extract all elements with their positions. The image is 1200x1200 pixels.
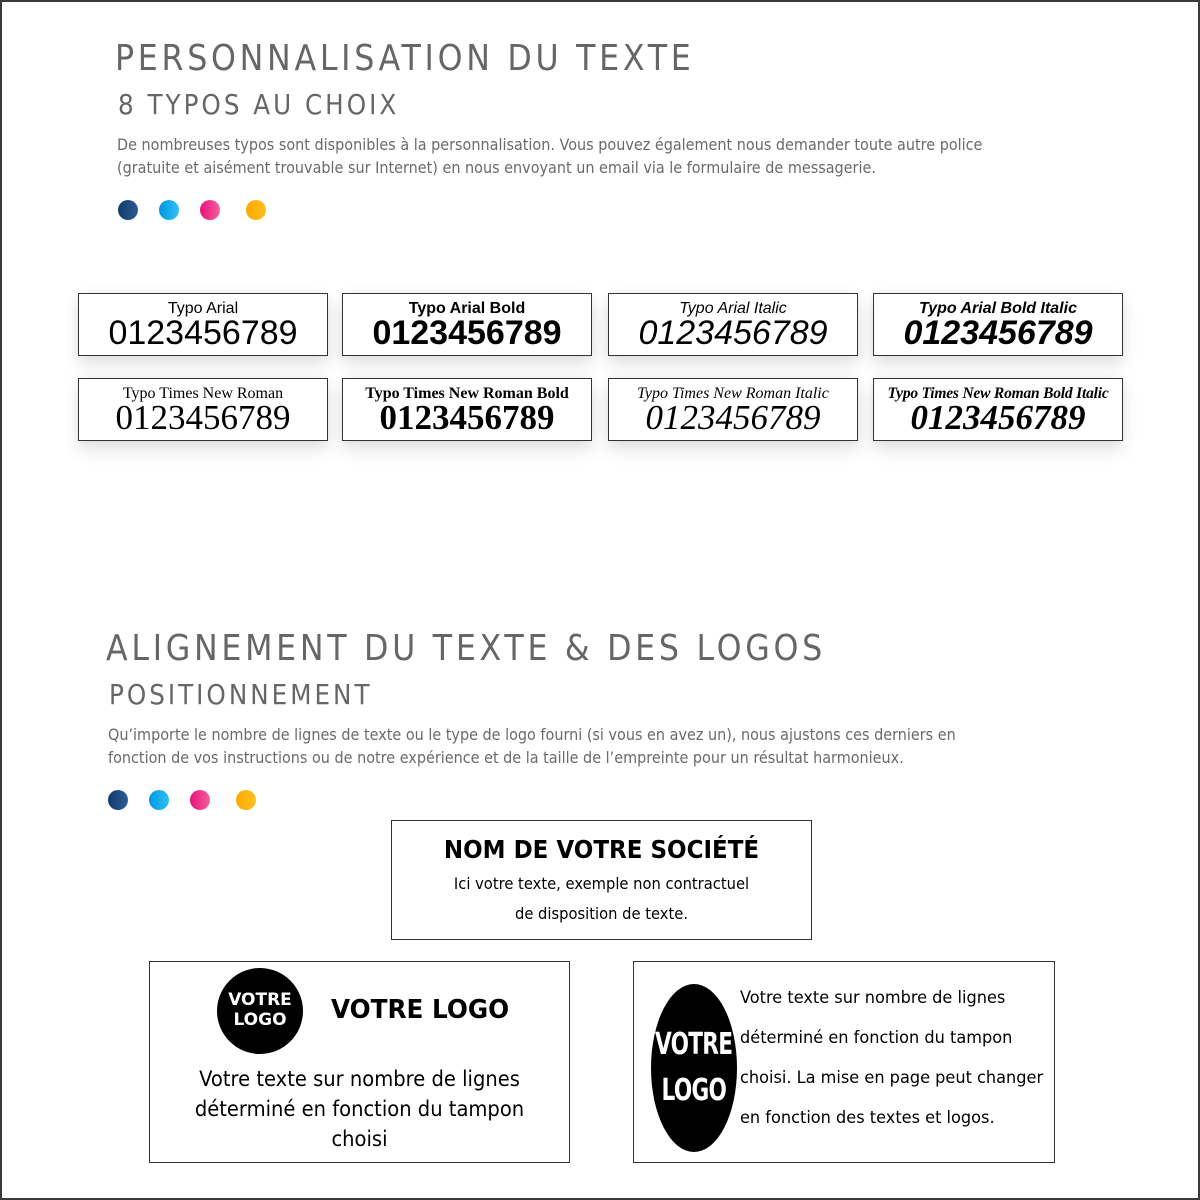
font-sample-label: Typo Times New Roman Bold Italic — [887, 385, 1109, 402]
font-sample-label: Typo Arial — [167, 300, 239, 317]
color-dot-magenta — [200, 200, 220, 220]
stamp-example-text — [391, 820, 812, 940]
section2-description-line: fonction de vos instructions ou de notre expérience et de la taille de l’empreinte pour un résultat harmonieux. — [108, 748, 904, 767]
stamp-text-line: déterminé en fonction du tampon — [194, 1097, 525, 1121]
color-dot-cyan — [159, 200, 179, 220]
logo-text-line: VOTRE — [655, 1027, 733, 1062]
stamp-text-line: en fonction des textes et logos. — [740, 1108, 995, 1128]
font-sample-digits: 0123456789 — [645, 398, 821, 437]
stamp-example-logo-top — [149, 961, 570, 1163]
color-dot-dark-blue — [108, 790, 128, 810]
font-sample-digits: 0123456789 — [910, 398, 1086, 437]
color-dot-orange — [236, 790, 256, 810]
font-sample-digits: 0123456789 — [638, 314, 828, 352]
font-sample-digits: 0123456789 — [903, 314, 1093, 352]
stamp-text-line: Ici votre texte, exemple non contractuel — [453, 874, 750, 893]
font-sample-times-bold-italic — [873, 378, 1123, 441]
stamp-centered-text — [165, 1064, 555, 1154]
font-sample-label: Typo Times New Roman Bold — [365, 385, 569, 402]
section2-description-line: Qu’importe le nombre de lignes de texte ou le type de logo fourni (si vous en avez un), nous ajustons ces derniers en — [108, 725, 956, 744]
logo-text-line: VOTRE — [228, 990, 292, 1011]
stamp-example-logo-left — [633, 961, 1055, 1163]
section1-description — [117, 133, 982, 179]
font-sample-label: Typo Arial Italic — [679, 300, 787, 317]
section1-description-line: De nombreuses typos sont disponibles à la personnalisation. Vous pouvez également nous demander toute autre police — [117, 135, 983, 154]
stamp-right-text — [740, 984, 1059, 1138]
stamp-logo-title: VOTRE LOGO — [331, 995, 510, 1025]
font-sample-digits: 0123456789 — [372, 314, 562, 352]
font-sample-digits: 0123456789 — [108, 314, 298, 352]
font-sample-times-italic — [608, 378, 858, 441]
stamp-text-line: choisi — [331, 1127, 388, 1151]
section-subtitle-positionnement: POSITIONNEMENT — [109, 678, 373, 711]
font-sample-arial — [78, 293, 328, 356]
section2-description — [108, 723, 956, 769]
font-sample-label: Typo Arial Bold Italic — [919, 300, 1077, 317]
font-sample-label: Typo Times New Roman Italic — [637, 385, 829, 402]
font-sample-label: Typo Times New Roman — [122, 385, 284, 402]
font-sample-digits: 0123456789 — [115, 398, 291, 437]
font-sample-times-bold — [342, 378, 592, 441]
stamp-text-line: Votre texte sur nombre de lignes — [199, 1067, 520, 1091]
stamp-text-line: déterminé en fonction du tampon — [740, 1028, 1013, 1048]
font-sample-arial-bold — [342, 293, 592, 356]
font-sample-label: Typo Arial Bold — [408, 300, 526, 317]
color-dots — [118, 200, 287, 220]
section-title-personnalisation: PERSONNALISATION DU TEXTE — [115, 38, 695, 79]
section1-description-line: (gratuite et aisément trouvable sur Internet) en nous envoyant un email via le formulaire de messagerie. — [117, 158, 876, 177]
color-dot-cyan — [149, 790, 169, 810]
logo-text-line: LOGO — [233, 1010, 287, 1030]
stamp-text-line: choisi. La mise en page peut changer — [740, 1068, 1044, 1088]
stamp-text-line: Votre texte sur nombre de lignes — [740, 988, 1006, 1008]
logo-oval-placeholder — [651, 984, 737, 1152]
section-title-alignement: ALIGNEMENT DU TEXTE & DES LOGOS — [106, 628, 827, 669]
color-dot-dark-blue — [118, 200, 138, 220]
font-sample-arial-italic — [608, 293, 858, 356]
logo-circle-placeholder — [217, 968, 303, 1054]
font-sample-arial-bold-italic — [873, 293, 1123, 356]
section-subtitle-typos: 8 TYPOS AU CHOIX — [118, 88, 400, 121]
color-dot-magenta — [190, 790, 210, 810]
logo-text-line: LOGO — [661, 1073, 727, 1108]
font-sample-times — [78, 378, 328, 441]
stamp-company-name: NOM DE VOTRE SOCIÉTÉ — [443, 835, 760, 864]
color-dots — [108, 790, 277, 810]
stamp-text-line: de disposition de texte. — [514, 904, 689, 923]
font-sample-digits: 0123456789 — [379, 398, 555, 437]
color-dot-orange — [246, 200, 266, 220]
